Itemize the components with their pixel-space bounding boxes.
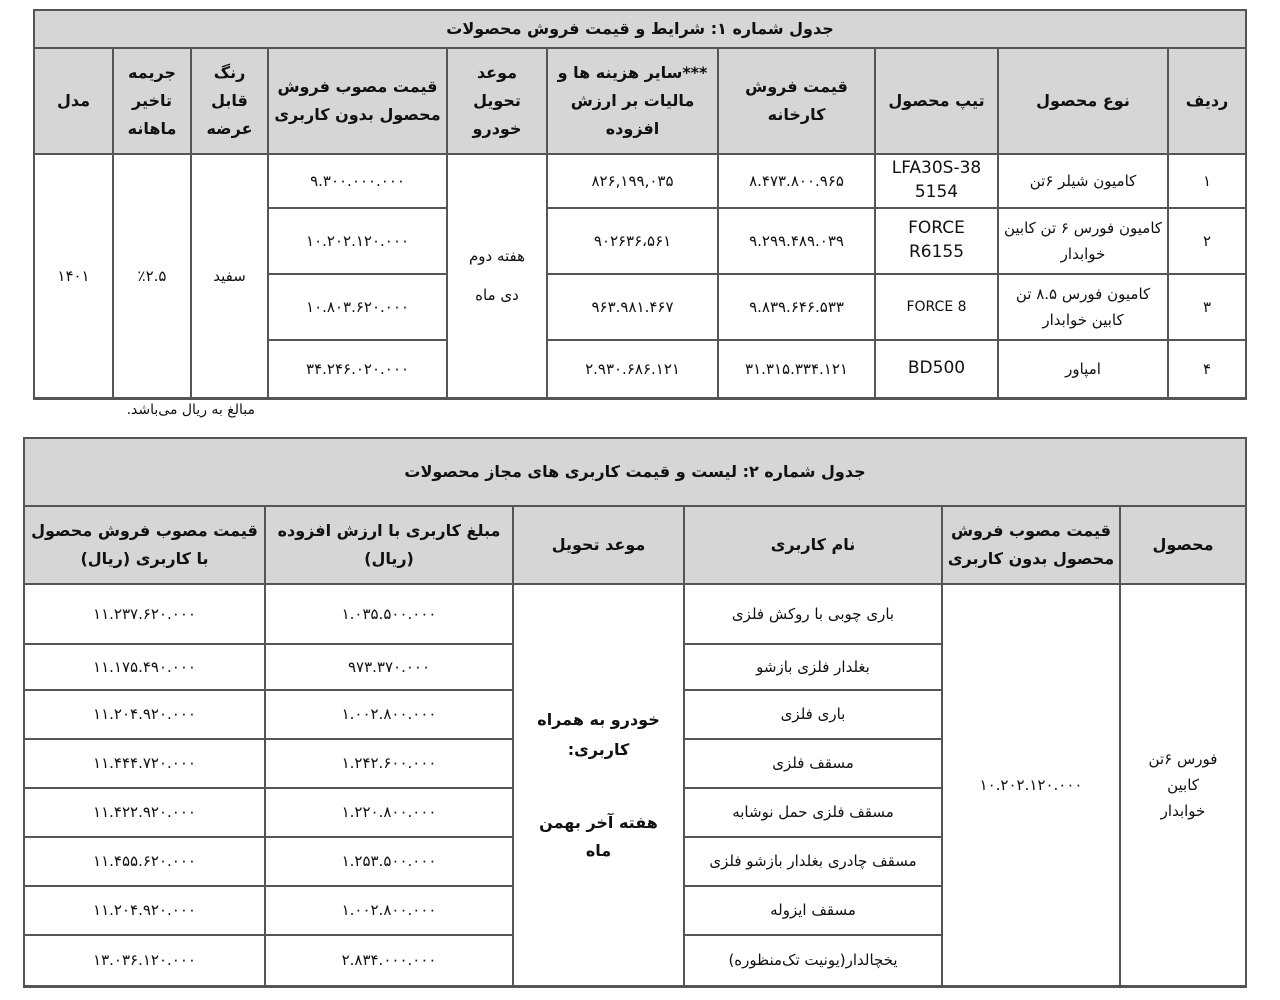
- t1-penalty-value: ٪۲.۵: [113, 154, 191, 398]
- t2-row7-total: ۱۱.۲۰۴.۹۲۰.۰۰۰: [24, 886, 265, 935]
- t2-header-usage-name: نام کاربری: [684, 506, 942, 584]
- t1-row1-other: ۸۲۶,۱۹۹,۰۳۵: [547, 154, 718, 208]
- t1-row3-no: ۳: [1168, 274, 1246, 340]
- t2-row6-amount: ۱.۲۵۳.۵۰۰.۰۰۰: [265, 837, 513, 886]
- t2-row8-total: ۱۳.۰۳۶.۱۲۰.۰۰۰: [24, 935, 265, 986]
- t1-row4-factory: ۳۱.۳۱۵.۳۳۴.۱۲۱: [718, 340, 875, 398]
- t1-row4-approved: ۳۴.۲۴۶.۰۲۰.۰۰۰: [268, 340, 447, 398]
- t2-approved-value: ۱۰.۲۰۲.۱۲۰.۰۰۰: [942, 584, 1120, 986]
- t1-row4-no: ۴: [1168, 340, 1246, 398]
- t1-row1-product: کامیون شیلر ۶تن: [998, 154, 1168, 208]
- t2-row8-amount: ۲.۸۳۴.۰۰۰.۰۰۰: [265, 935, 513, 986]
- t1-row3-type: FORCE 8: [875, 274, 998, 340]
- t2-delivery-line2: هفته آخر بهمن ماه: [539, 813, 658, 861]
- t2-delivery-cell: [513, 584, 684, 986]
- t1-row4-product: امپاور: [998, 340, 1168, 398]
- t2-product-value: فورس ۶تن کابین خوابدار: [1120, 584, 1246, 986]
- t2-header-approved-price: قیمت مصوب فروش محصول بدون کاربری: [942, 506, 1120, 584]
- t1-row1-type: LFA30S-38 5154: [875, 154, 998, 208]
- t1-header-approved-price: قیمت مصوب فروش محصول بدون کاربری: [268, 48, 447, 154]
- t2-row6-usage: مسقف چادری بغلدار بازشو فلزی: [684, 837, 942, 886]
- t1-row2-type: FORCE R6155: [875, 208, 998, 274]
- t1-header-factory-price: قیمت فروش کارخانه: [718, 48, 875, 154]
- t2-header-usage-amount: مبلغ کاربری با ارزش افزوده (ریال): [265, 506, 513, 584]
- t1-header-penalty: جریمه تاخیر ماهانه: [113, 48, 191, 154]
- t1-color-value: سفید: [191, 154, 268, 398]
- t1-row2-approved: ۱۰.۲۰۲.۱۲۰.۰۰۰: [268, 208, 447, 274]
- t2-row4-total: ۱۱.۴۴۴.۷۲۰.۰۰۰: [24, 739, 265, 788]
- t1-row2-other: ۹۰۲۶۳۶،۵۶۱: [547, 208, 718, 274]
- t2-row2-total: ۱۱.۱۷۵.۴۹۰.۰۰۰: [24, 644, 265, 690]
- t2-row6-total: ۱۱.۴۵۵.۶۲۰.۰۰۰: [24, 837, 265, 886]
- t1-header-model-year: مدل: [34, 48, 113, 154]
- t1-model-value: ۱۴۰۱: [34, 154, 113, 398]
- t2-row1-amount: ۱.۰۳۵.۵۰۰.۰۰۰: [265, 584, 513, 644]
- t2-header-delivery: موعد تحویل: [513, 506, 684, 584]
- t1-row2-factory: ۹.۲۹۹.۴۸۹.۰۳۹: [718, 208, 875, 274]
- t2-row5-usage: مسقف فلزی حمل نوشابه: [684, 788, 942, 837]
- t2-row3-usage: باری فلزی: [684, 690, 942, 739]
- t1-row3-approved: ۱۰.۸۰۳.۶۲۰.۰۰۰: [268, 274, 447, 340]
- t2-row1-total: ۱۱.۲۳۷.۶۲۰.۰۰۰: [24, 584, 265, 644]
- currency-note: مبالغ به ریال می‌باشد.: [126, 402, 255, 418]
- t2-row5-amount: ۱.۲۲۰.۸۰۰.۰۰۰: [265, 788, 513, 837]
- t2-row4-amount: ۱.۲۴۲.۶۰۰.۰۰۰: [265, 739, 513, 788]
- t2-delivery-line1: خودرو به همراه کاربری:: [537, 709, 660, 759]
- t1-row2-product: کامیون فورس ۶ تن کابین خوابدار: [998, 208, 1168, 274]
- t1-row1-factory: ۸.۴۷۳.۸۰۰.۹۶۵: [718, 154, 875, 208]
- t1-row4-type: BD500: [875, 340, 998, 398]
- t2-row5-total: ۱۱.۴۲۲.۹۲۰.۰۰۰: [24, 788, 265, 837]
- t1-row3-factory: ۹.۸۳۹.۶۴۶.۵۳۳: [718, 274, 875, 340]
- t2-row8-usage: یخچالدار(یونیت تک‌منظوره): [684, 935, 942, 986]
- t1-row1-approved: ۹.۳۰۰.۰۰۰.۰۰۰: [268, 154, 447, 208]
- t1-row3-other: ۹۶۳.۹۸۱.۴۶۷: [547, 274, 718, 340]
- t2-row3-amount: ۱.۰۰۲.۸۰۰.۰۰۰: [265, 690, 513, 739]
- t2-row3-total: ۱۱.۲۰۴.۹۲۰.۰۰۰: [24, 690, 265, 739]
- t1-header-delivery: موعد تحویل خودرو: [447, 48, 547, 154]
- t1-row3-product: کامیون فورس ۸.۵ تن کابین خوابدار: [998, 274, 1168, 340]
- t1-header-other-costs: ***سایر هزینه ها و مالیات بر ارزش افزوده: [547, 48, 718, 154]
- table2-title: جدول شماره ۲: لیست و قیمت کاربری های مجاز محصولات: [24, 438, 1246, 506]
- t2-row7-amount: ۱.۰۰۲.۸۰۰.۰۰۰: [265, 886, 513, 935]
- t1-row2-no: ۲: [1168, 208, 1246, 274]
- table1-title: جدول شماره ۱: شرایط و قیمت فروش محصولات: [34, 10, 1246, 48]
- t1-header-color: رنگ قابل عرضه: [191, 48, 268, 154]
- t1-row1-no: ۱: [1168, 154, 1246, 208]
- t1-header-product-type: نوع محصول: [998, 48, 1168, 154]
- t1-header-model-type: تیپ محصول: [875, 48, 998, 154]
- t2-row7-usage: مسقف ایزوله: [684, 886, 942, 935]
- t1-row4-other: ۲.۹۳۰.۶۸۶.۱۲۱: [547, 340, 718, 398]
- t1-header-row-no: ردیف: [1168, 48, 1246, 154]
- t2-row2-amount: ۹۷۳.۳۷۰.۰۰۰: [265, 644, 513, 690]
- t2-header-product: محصول: [1120, 506, 1246, 584]
- t2-header-total-price: قیمت مصوب فروش محصول با کاربری (ریال): [24, 506, 265, 584]
- t2-row2-usage: بغلدار فلزی بازشو: [684, 644, 942, 690]
- t2-row1-usage: باری چوبی با روکش فلزی: [684, 584, 942, 644]
- t1-delivery-value: هفته دوم دی ماه: [447, 154, 547, 398]
- t2-row4-usage: مسقف فلزی: [684, 739, 942, 788]
